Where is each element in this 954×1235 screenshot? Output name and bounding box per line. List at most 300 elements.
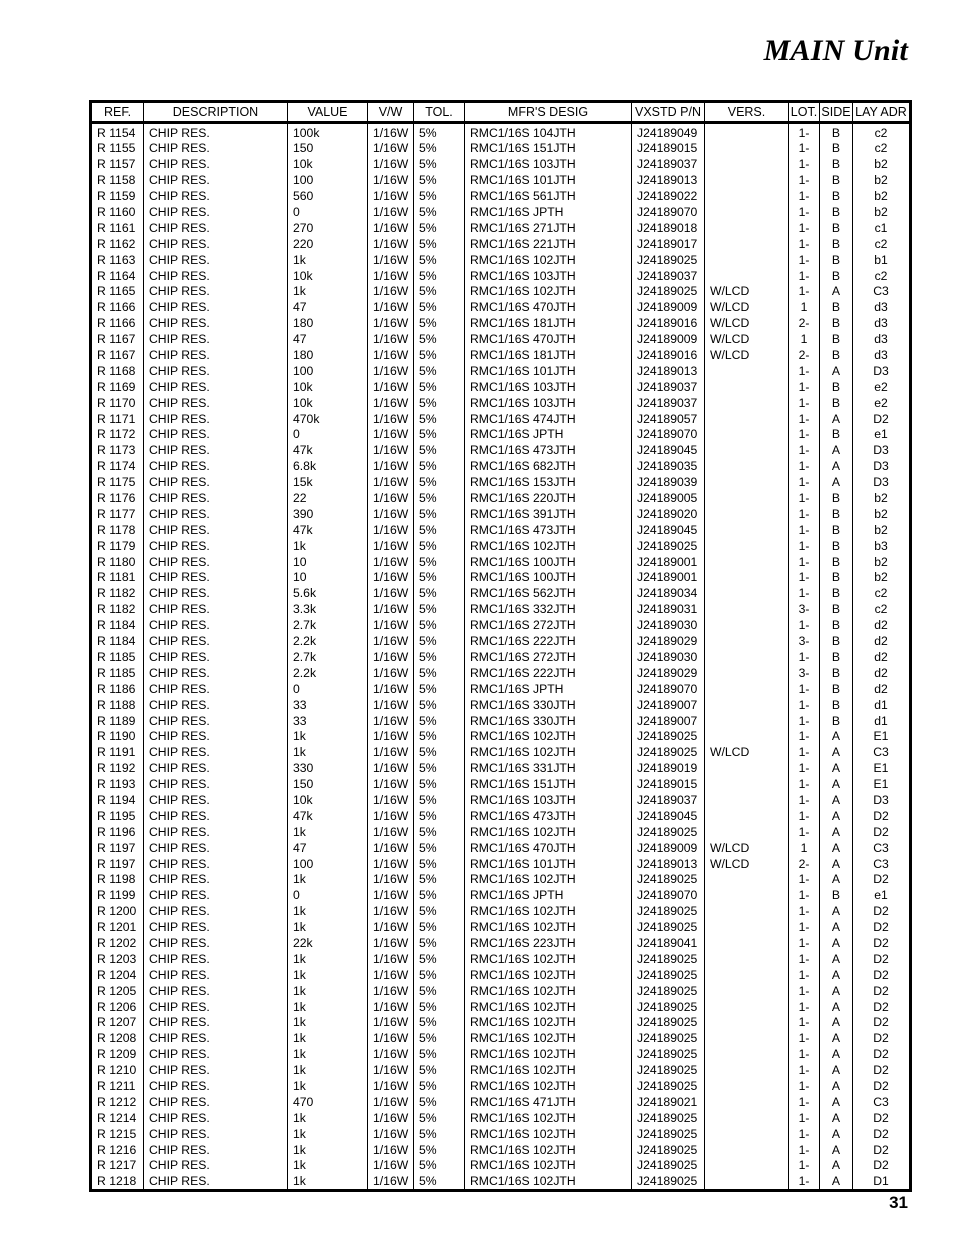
cell-lay-adr: d3: [853, 348, 911, 364]
cell-side: A: [820, 856, 853, 872]
table-row: [91, 793, 911, 809]
cell-vers: [705, 411, 789, 427]
table-row: [91, 713, 911, 729]
cell-description: CHIP RES.: [144, 681, 288, 697]
cell-lot: 1-: [789, 506, 820, 522]
cell-description: CHIP RES.: [144, 1126, 288, 1142]
cell-ref: R 1182: [97, 602, 136, 617]
cell-side: A: [820, 443, 853, 459]
cell-ref: R 1199: [97, 888, 136, 903]
cell-side: A: [820, 411, 853, 427]
cell-lay-adr: b2: [853, 205, 911, 221]
cell-value: 150: [288, 777, 368, 793]
cell-lot: 1-: [789, 427, 820, 443]
cell-vw: 1/16W: [368, 586, 414, 602]
cell-vers: [705, 983, 789, 999]
cell-vw: 1/16W: [368, 745, 414, 761]
table-row: [91, 522, 911, 538]
table-row: [91, 205, 911, 221]
cell-description: CHIP RES.: [144, 888, 288, 904]
cell-vxstd-pn: J24189037: [632, 268, 705, 284]
cell-vxstd-pn: J24189025: [632, 824, 705, 840]
cell-value: 10k: [288, 379, 368, 395]
cell-mfr-desig: RMC1/16S 473JTH: [465, 443, 632, 459]
cell-value: 1k: [288, 1126, 368, 1142]
cell-vers: [705, 681, 789, 697]
cell-ref: R 1154: [97, 126, 136, 140]
cell-side: A: [820, 936, 853, 952]
cell-value: 180: [288, 348, 368, 364]
cell-tol: 5%: [414, 745, 465, 761]
table-row: [91, 411, 911, 427]
cell-lot: 1-: [789, 650, 820, 666]
cell-ref: R 1164: [97, 268, 136, 283]
cell-mfr-desig: RMC1/16S 331JTH: [465, 761, 632, 777]
cell-description: CHIP RES.: [144, 634, 288, 650]
cell-mfr-desig: RMC1/16S 271JTH: [465, 220, 632, 236]
cell-value: 10k: [288, 395, 368, 411]
cell-lay-adr: D2: [853, 1047, 911, 1063]
cell-vxstd-pn: J24189009: [632, 840, 705, 856]
cell-description: CHIP RES.: [144, 379, 288, 395]
cell-ref: R 1206: [97, 999, 137, 1014]
table-row: [91, 999, 911, 1015]
cell-vw: 1/16W: [368, 777, 414, 793]
cell-tol: 5%: [414, 411, 465, 427]
cell-tol: 5%: [414, 777, 465, 793]
cell-lay-adr: D3: [853, 459, 911, 475]
cell-side: B: [820, 554, 853, 570]
cell-side: A: [820, 1174, 853, 1191]
cell-vxstd-pn: J24189013: [632, 856, 705, 872]
cell-side: B: [820, 506, 853, 522]
cell-mfr-desig: RMC1/16S JPTH: [465, 205, 632, 221]
cell-vw: 1/16W: [368, 427, 414, 443]
cell-vw: 1/16W: [368, 379, 414, 395]
cell-description: CHIP RES.: [144, 697, 288, 713]
cell-tol: 5%: [414, 395, 465, 411]
cell-vers: [705, 650, 789, 666]
cell-ref: R 1198: [97, 872, 136, 887]
cell-value: 1k: [288, 1174, 368, 1191]
cell-vers: [705, 1015, 789, 1031]
cell-side: A: [820, 967, 853, 983]
cell-mfr-desig: RMC1/16S 222JTH: [465, 634, 632, 650]
cell-vers: W/LCD: [705, 348, 789, 364]
cell-tol: 5%: [414, 602, 465, 618]
cell-description: CHIP RES.: [144, 1063, 288, 1079]
cell-mfr-desig: RMC1/16S 181JTH: [465, 316, 632, 332]
cell-value: 560: [288, 189, 368, 205]
cell-lot: 1-: [789, 983, 820, 999]
cell-ref: R 1203: [97, 951, 137, 966]
cell-mfr-desig: RMC1/16S 102JTH: [465, 1063, 632, 1079]
cell-description: CHIP RES.: [144, 1110, 288, 1126]
cell-tol: 5%: [414, 1079, 465, 1095]
cell-side: B: [820, 634, 853, 650]
cell-description: CHIP RES.: [144, 745, 288, 761]
cell-vw: 1/16W: [368, 793, 414, 809]
cell-side: B: [820, 570, 853, 586]
cell-description: CHIP RES.: [144, 1174, 288, 1191]
cell-vxstd-pn: J24189025: [632, 1174, 705, 1191]
cell-value: 2.7k: [288, 650, 368, 666]
cell-ref: R 1192: [97, 761, 136, 776]
cell-description: CHIP RES.: [144, 920, 288, 936]
table-row: [91, 665, 911, 681]
cell-vw: 1/16W: [368, 332, 414, 348]
cell-vers: [705, 1126, 789, 1142]
cell-vers: [705, 570, 789, 586]
cell-vxstd-pn: J24189025: [632, 983, 705, 999]
cell-description: CHIP RES.: [144, 872, 288, 888]
cell-vw: 1/16W: [368, 1174, 414, 1191]
cell-ref: R 1214: [97, 1110, 137, 1125]
table-row: [91, 1047, 911, 1063]
cell-mfr-desig: RMC1/16S 102JTH: [465, 1110, 632, 1126]
cell-value: 5.6k: [288, 586, 368, 602]
cell-description: CHIP RES.: [144, 348, 288, 364]
cell-tol: 5%: [414, 618, 465, 634]
cell-vw: 1/16W: [368, 1094, 414, 1110]
cell-vw: 1/16W: [368, 1047, 414, 1063]
cell-lay-adr: C3: [853, 284, 911, 300]
cell-lay-adr: c1: [853, 220, 911, 236]
cell-description: CHIP RES.: [144, 618, 288, 634]
table-row: [91, 189, 911, 205]
cell-value: 1k: [288, 745, 368, 761]
cell-vxstd-pn: J24189025: [632, 1063, 705, 1079]
cell-lay-adr: c2: [853, 602, 911, 618]
cell-description: CHIP RES.: [144, 1142, 288, 1158]
cell-value: 0: [288, 205, 368, 221]
cell-lay-adr: D3: [853, 793, 911, 809]
cell-tol: 5%: [414, 1031, 465, 1047]
cell-mfr-desig: RMC1/16S 470JTH: [465, 840, 632, 856]
cell-vxstd-pn: J24189019: [632, 761, 705, 777]
cell-side: A: [820, 920, 853, 936]
cell-value: 1k: [288, 904, 368, 920]
cell-vers: [705, 1031, 789, 1047]
cell-lay-adr: d1: [853, 697, 911, 713]
cell-vw: 1/16W: [368, 602, 414, 618]
cell-tol: 5%: [414, 1063, 465, 1079]
cell-vw: 1/16W: [368, 570, 414, 586]
cell-lay-adr: D2: [853, 1158, 911, 1174]
table-row: [91, 936, 911, 952]
cell-lot: 1-: [789, 697, 820, 713]
cell-description: CHIP RES.: [144, 475, 288, 491]
cell-lot: 1-: [789, 793, 820, 809]
cell-vw: 1/16W: [368, 983, 414, 999]
cell-side: A: [820, 363, 853, 379]
cell-vxstd-pn: J24189031: [632, 602, 705, 618]
cell-lay-adr: D3: [853, 475, 911, 491]
cell-lay-adr: c2: [853, 586, 911, 602]
cell-vers: [705, 777, 789, 793]
cell-value: 1k: [288, 252, 368, 268]
cell-ref: R 1218: [97, 1173, 137, 1188]
cell-lot: 1-: [789, 1094, 820, 1110]
cell-value: 33: [288, 713, 368, 729]
cell-vxstd-pn: J24189007: [632, 697, 705, 713]
cell-lot: 1-: [789, 123, 820, 142]
cell-vers: [705, 824, 789, 840]
cell-tol: 5%: [414, 332, 465, 348]
table-row: [91, 1174, 911, 1191]
cell-vw: 1/16W: [368, 713, 414, 729]
cell-description: CHIP RES.: [144, 777, 288, 793]
cell-lot: 1-: [789, 1031, 820, 1047]
cell-side: B: [820, 522, 853, 538]
cell-description: CHIP RES.: [144, 205, 288, 221]
cell-description: CHIP RES.: [144, 395, 288, 411]
cell-vw: 1/16W: [368, 856, 414, 872]
cell-description: CHIP RES.: [144, 761, 288, 777]
cell-lay-adr: C3: [853, 745, 911, 761]
cell-lot: 2-: [789, 856, 820, 872]
cell-vxstd-pn: J24189025: [632, 284, 705, 300]
cell-side: A: [820, 1031, 853, 1047]
cell-vxstd-pn: J24189030: [632, 618, 705, 634]
cell-tol: 5%: [414, 570, 465, 586]
cell-mfr-desig: RMC1/16S 102JTH: [465, 284, 632, 300]
cell-lay-adr: b2: [853, 522, 911, 538]
cell-tol: 5%: [414, 697, 465, 713]
cell-side: A: [820, 951, 853, 967]
cell-lay-adr: b2: [853, 157, 911, 173]
cell-value: 1k: [288, 951, 368, 967]
cell-tol: 5%: [414, 729, 465, 745]
column-header-vw: V/W: [368, 102, 414, 123]
cell-side: A: [820, 904, 853, 920]
table-row: [91, 157, 911, 173]
cell-vxstd-pn: J24189016: [632, 348, 705, 364]
cell-description: CHIP RES.: [144, 1094, 288, 1110]
cell-tol: 5%: [414, 459, 465, 475]
cell-lot: 1-: [789, 808, 820, 824]
cell-vw: 1/16W: [368, 189, 414, 205]
cell-description: CHIP RES.: [144, 1031, 288, 1047]
cell-ref: R 1181: [97, 570, 136, 585]
cell-vers: [705, 554, 789, 570]
cell-lot: 1-: [789, 618, 820, 634]
cell-ref: R 1175: [97, 475, 136, 490]
table-row: [91, 363, 911, 379]
table-row: [91, 824, 911, 840]
cell-lot: 2-: [789, 316, 820, 332]
cell-tol: 5%: [414, 713, 465, 729]
cell-ref: R 1200: [97, 904, 137, 919]
cell-value: 2.2k: [288, 665, 368, 681]
cell-value: 1k: [288, 1031, 368, 1047]
cell-lay-adr: D2: [853, 999, 911, 1015]
cell-ref: R 1177: [97, 506, 136, 521]
cell-tol: 5%: [414, 888, 465, 904]
cell-vers: [705, 634, 789, 650]
cell-description: CHIP RES.: [144, 936, 288, 952]
cell-lot: 1-: [789, 284, 820, 300]
cell-ref: R 1217: [97, 1158, 137, 1173]
cell-description: CHIP RES.: [144, 729, 288, 745]
cell-description: CHIP RES.: [144, 141, 288, 157]
cell-lot: 1-: [789, 189, 820, 205]
table-row: [91, 475, 911, 491]
cell-mfr-desig: RMC1/16S 272JTH: [465, 650, 632, 666]
cell-ref: R 1172: [97, 427, 136, 442]
cell-value: 47: [288, 300, 368, 316]
cell-mfr-desig: RMC1/16S 101JTH: [465, 856, 632, 872]
table-row: [91, 650, 911, 666]
cell-vers: [705, 904, 789, 920]
cell-vers: [705, 1158, 789, 1174]
table-row: [91, 888, 911, 904]
cell-tol: 5%: [414, 1126, 465, 1142]
table-row: [91, 316, 911, 332]
cell-vw: 1/16W: [368, 173, 414, 189]
cell-value: 1k: [288, 999, 368, 1015]
cell-ref: R 1158: [97, 173, 136, 188]
cell-value: 1k: [288, 1015, 368, 1031]
cell-tol: 5%: [414, 363, 465, 379]
cell-vw: 1/16W: [368, 123, 414, 142]
cell-tol: 5%: [414, 586, 465, 602]
cell-description: CHIP RES.: [144, 602, 288, 618]
cell-mfr-desig: RMC1/16S 102JTH: [465, 745, 632, 761]
cell-value: 0: [288, 681, 368, 697]
cell-lot: 1-: [789, 951, 820, 967]
cell-mfr-desig: RMC1/16S 102JTH: [465, 1126, 632, 1142]
cell-ref: R 1166: [97, 300, 136, 315]
table-row: [91, 173, 911, 189]
cell-vers: [705, 665, 789, 681]
cell-lot: 1-: [789, 824, 820, 840]
cell-side: B: [820, 427, 853, 443]
cell-lay-adr: D2: [853, 411, 911, 427]
cell-description: CHIP RES.: [144, 268, 288, 284]
cell-side: B: [820, 123, 853, 142]
cell-vw: 1/16W: [368, 840, 414, 856]
cell-vxstd-pn: J24189007: [632, 713, 705, 729]
cell-lot: 1-: [789, 713, 820, 729]
cell-vers: [705, 1142, 789, 1158]
cell-tol: 5%: [414, 1094, 465, 1110]
cell-vers: [705, 936, 789, 952]
cell-side: B: [820, 618, 853, 634]
cell-lot: 1-: [789, 554, 820, 570]
cell-vxstd-pn: J24189070: [632, 888, 705, 904]
cell-vers: [705, 713, 789, 729]
cell-vers: [705, 586, 789, 602]
cell-lot: 1-: [789, 1142, 820, 1158]
cell-tol: 5%: [414, 1015, 465, 1031]
cell-vw: 1/16W: [368, 554, 414, 570]
cell-vw: 1/16W: [368, 1158, 414, 1174]
column-header-side: SIDE: [820, 102, 853, 123]
cell-mfr-desig: RMC1/16S 330JTH: [465, 697, 632, 713]
cell-side: A: [820, 840, 853, 856]
cell-lay-adr: e2: [853, 395, 911, 411]
cell-vxstd-pn: J24189045: [632, 808, 705, 824]
cell-tol: 5%: [414, 491, 465, 507]
cell-vw: 1/16W: [368, 650, 414, 666]
cell-mfr-desig: RMC1/16S 104JTH: [465, 123, 632, 142]
cell-lot: 1-: [789, 141, 820, 157]
cell-lay-adr: D2: [853, 920, 911, 936]
cell-ref: R 1193: [97, 777, 136, 792]
cell-value: 330: [288, 761, 368, 777]
cell-vxstd-pn: J24189070: [632, 427, 705, 443]
table-row: [91, 856, 911, 872]
cell-vers: [705, 618, 789, 634]
table-row: [91, 920, 911, 936]
cell-vw: 1/16W: [368, 618, 414, 634]
cell-ref: R 1190: [97, 729, 136, 744]
cell-lot: 1-: [789, 904, 820, 920]
cell-lot: 3-: [789, 602, 820, 618]
cell-value: 1k: [288, 1063, 368, 1079]
cell-vxstd-pn: J24189070: [632, 681, 705, 697]
table-row: [91, 1063, 911, 1079]
table-row: [91, 697, 911, 713]
cell-ref: R 1185: [97, 665, 136, 680]
cell-lot: 1-: [789, 459, 820, 475]
column-header-lay-adr: LAY ADR: [853, 102, 911, 123]
cell-lay-adr: d2: [853, 681, 911, 697]
cell-vw: 1/16W: [368, 268, 414, 284]
cell-description: CHIP RES.: [144, 363, 288, 379]
cell-tol: 5%: [414, 268, 465, 284]
cell-vxstd-pn: J24189009: [632, 332, 705, 348]
cell-ref: R 1165: [97, 284, 136, 299]
cell-lot: 1-: [789, 1174, 820, 1191]
cell-side: A: [820, 729, 853, 745]
cell-lot: 1-: [789, 173, 820, 189]
cell-lot: 1-: [789, 522, 820, 538]
cell-vers: W/LCD: [705, 284, 789, 300]
cell-ref: R 1161: [97, 220, 136, 235]
cell-vw: 1/16W: [368, 522, 414, 538]
cell-vxstd-pn: J24189025: [632, 904, 705, 920]
cell-ref: R 1173: [97, 443, 136, 458]
cell-tol: 5%: [414, 348, 465, 364]
cell-side: B: [820, 379, 853, 395]
cell-ref: R 1167: [97, 348, 136, 363]
cell-tol: 5%: [414, 123, 465, 142]
cell-vw: 1/16W: [368, 920, 414, 936]
cell-value: 47k: [288, 522, 368, 538]
cell-vw: 1/16W: [368, 1142, 414, 1158]
cell-lay-adr: D2: [853, 1079, 911, 1095]
cell-side: B: [820, 586, 853, 602]
cell-mfr-desig: RMC1/16S 222JTH: [465, 665, 632, 681]
cell-side: A: [820, 1063, 853, 1079]
cell-tol: 5%: [414, 252, 465, 268]
cell-vers: [705, 157, 789, 173]
cell-vers: [705, 729, 789, 745]
cell-vw: 1/16W: [368, 936, 414, 952]
cell-vers: [705, 252, 789, 268]
table-row: [91, 252, 911, 268]
cell-description: CHIP RES.: [144, 522, 288, 538]
cell-mfr-desig: RMC1/16S 102JTH: [465, 538, 632, 554]
cell-vers: [705, 793, 789, 809]
cell-vxstd-pn: J24189045: [632, 522, 705, 538]
cell-mfr-desig: RMC1/16S JPTH: [465, 888, 632, 904]
cell-lay-adr: D1: [853, 1174, 911, 1191]
cell-tol: 5%: [414, 951, 465, 967]
cell-value: 22k: [288, 936, 368, 952]
